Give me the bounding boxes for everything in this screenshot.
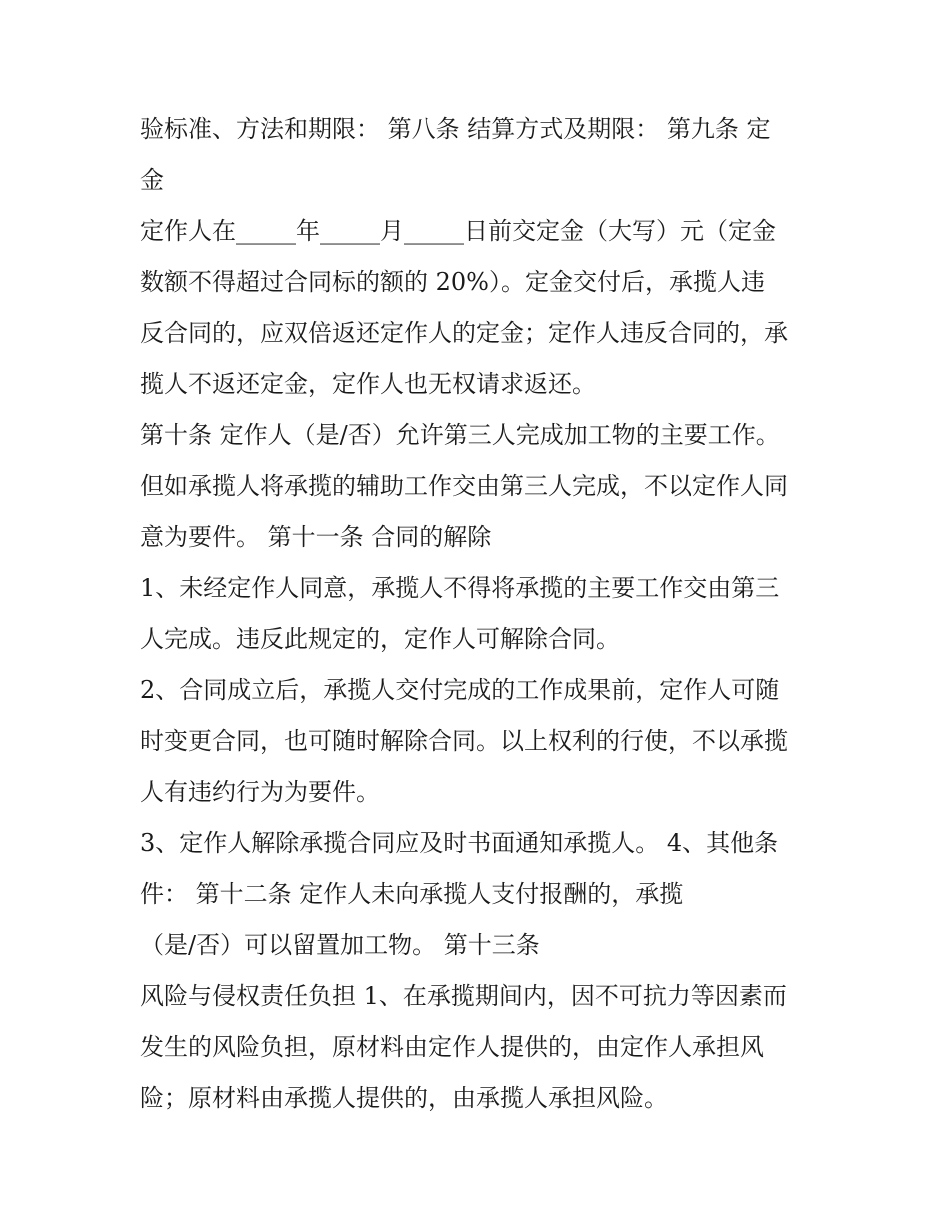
text-line: 1、未经定作人同意，承揽人不得将承揽的主要工作交由第三 (140, 574, 780, 602)
text-line: 件： 第十二条 定作人未向承揽人支付报酬的，承揽 (140, 880, 684, 908)
text-line: 数额不得超过合同标的额的 20%）。定金交付后，承揽人违 (140, 268, 765, 296)
text-line: 险；原材料由承揽人提供的，由承揽人承担风险。 (140, 1084, 668, 1112)
text-line: 金 (140, 166, 164, 194)
text-line: 人有违约行为为要件。 (140, 778, 380, 806)
text-line: 风险与侵权责任负担 1、在承揽期间内，因不可抗力等因素而 (140, 982, 787, 1010)
text-line: （是/否）可以留置加工物。 第十三条 (140, 931, 540, 959)
text-line: 3、定作人解除承揽合同应及时书面通知承揽人。 4、其他条 (140, 829, 779, 857)
text-line: 人完成。违反此规定的，定作人可解除合同。 (140, 625, 620, 653)
text-line: 但如承揽人将承揽的辅助工作交由第三人完成，不以定作人同 (140, 472, 788, 500)
text-line: 第十条 定作人（是/否）允许第三人完成加工物的主要工作。 (140, 421, 780, 449)
text-line: 2、合同成立后，承揽人交付完成的工作成果前，定作人可随 (140, 676, 780, 704)
text-line: 反合同的，应双倍返还定作人的定金；定作人违反合同的，承 (140, 319, 788, 347)
text-line: 意为要件。 第十一条 合同的解除 (140, 523, 492, 551)
text-line: 验标准、方法和期限： 第八条 结算方式及期限： 第九条 定 (140, 115, 771, 143)
text-line: 揽人不返还定金，定作人也无权请求返还。 (140, 370, 596, 398)
text-line: 时变更合同，也可随时解除合同。以上权利的行使，不以承揽 (140, 727, 788, 755)
text-line: 发生的风险负担，原材料由定作人提供的，由定作人承担风 (140, 1033, 764, 1061)
text-line: 定作人在_____年_____月_____日前交定金（大写）元（定金 (140, 217, 776, 245)
